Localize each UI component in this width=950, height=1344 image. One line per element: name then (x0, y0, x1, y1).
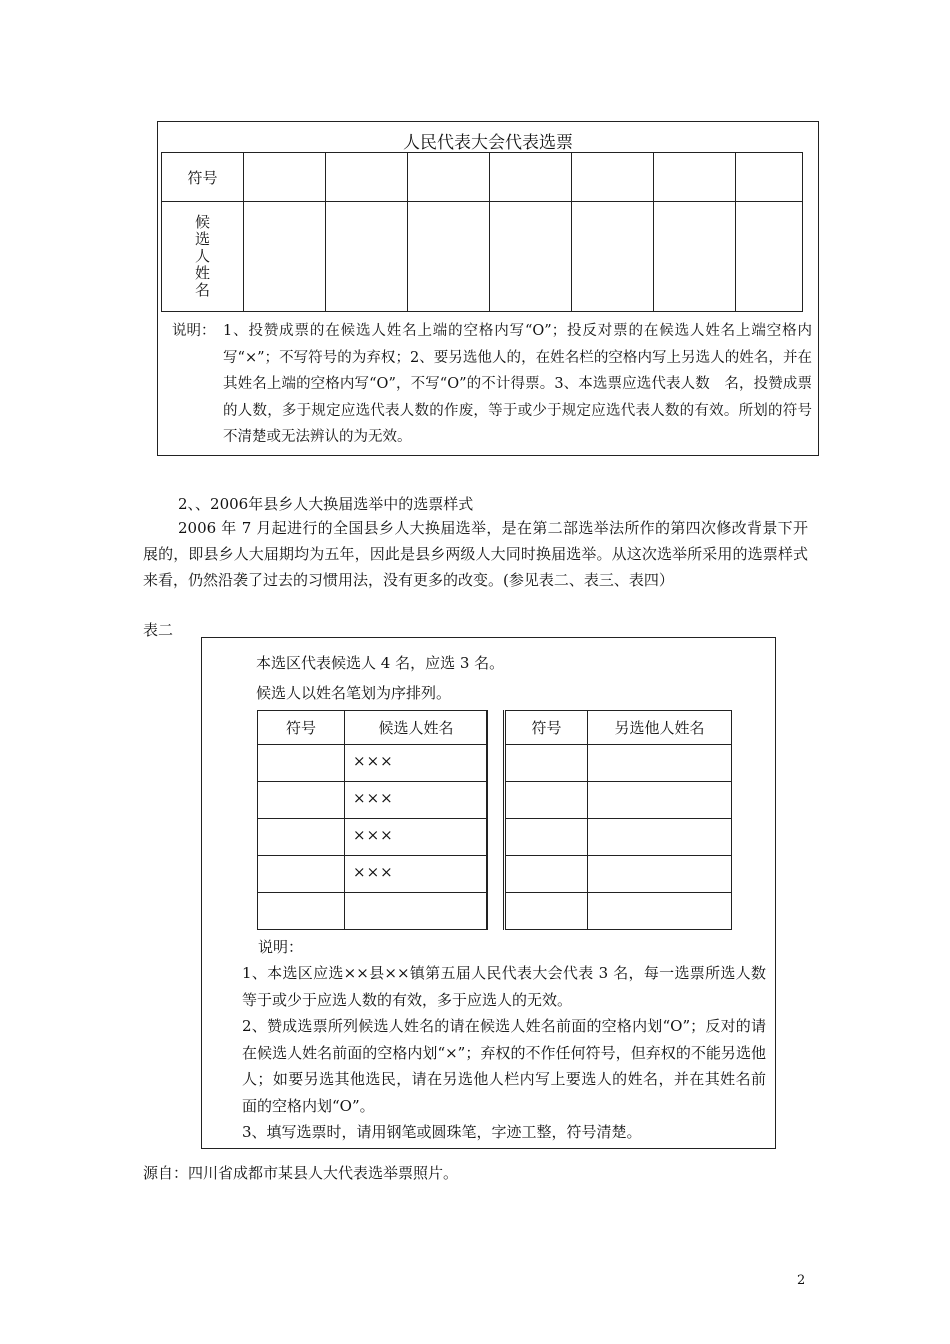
ballot-grid (161, 152, 803, 312)
name-cell (326, 202, 408, 312)
symbol-cell (506, 782, 588, 819)
vertical-char: 人 (194, 247, 210, 265)
source-note: 源自：四川省成都市某县人大代表选举票照片。 (143, 1164, 459, 1182)
instruction-item: 3、填写选票时，请用钢笔或圆珠笔，字迹工整，符号清楚。 (242, 1123, 642, 1141)
symbol-cell (506, 745, 588, 782)
symbol-header: 符号 (258, 711, 345, 745)
candidate-name: ××× (353, 789, 394, 807)
table-row (506, 856, 732, 893)
symbol-cell (506, 819, 588, 856)
candidate-name: ××× (353, 863, 394, 881)
candidate-cell (345, 782, 488, 819)
vertical-char: 名 (194, 281, 210, 299)
candidate-name-header: 候选人姓名 (345, 711, 488, 745)
section-paragraph: 2006 年 7 月起进行的全国县乡人大换届选举，是在第二部选举法所作的第四次修改背景下开展的，即县乡人大届期均为五年，因此是县乡两级人大同时换届选举。从这次选举所采用的选票样式来看，仍然沿袭了过去的习惯用法，没有更多的改变。(参见表二、表三、表四） (143, 519, 808, 589)
table-row (258, 745, 488, 782)
candidate-name (345, 893, 487, 900)
write-in-cell (588, 856, 732, 893)
ballot-order-line: 候选人以姓名笔划为序排列。 (256, 684, 452, 702)
symbol-cell (490, 153, 572, 202)
symbol-cell (258, 745, 345, 782)
symbol-cell (258, 893, 345, 930)
symbol-header: 符号 (506, 711, 588, 745)
table-row (258, 893, 488, 930)
symbol-cell (326, 153, 408, 202)
symbol-cell (506, 893, 588, 930)
ballot-form-1 (157, 121, 819, 456)
ballot-form-2 (201, 637, 776, 1149)
write-in-cell (588, 819, 732, 856)
write-in-cell (588, 745, 732, 782)
ballot-title: 人民代表大会代表选票 (403, 133, 573, 153)
symbol-header: 符号 (162, 153, 244, 202)
symbol-cell (258, 782, 345, 819)
ballot-instructions (172, 318, 812, 451)
write-in-header: 另选他人姓名 (588, 711, 732, 745)
instruction-item: 1、本选区应选××县××镇第五届人民代表大会代表 3 名，每一选票所选人数等于或少于应选人数的有效，多于应选人的无效。 (242, 964, 766, 1009)
write-in-table (505, 710, 732, 930)
candidate-cell (345, 856, 488, 893)
candidate-cell (345, 745, 488, 782)
instructions-label: 说明： (172, 323, 216, 339)
candidate-cell (345, 819, 488, 856)
vertical-char: 姓 (194, 264, 210, 282)
ballot-info-line: 本选区代表候选人 4 名，应选 3 名。 (256, 654, 505, 672)
table-row (258, 856, 488, 893)
table-row (506, 782, 732, 819)
table-divider (486, 710, 504, 930)
instructions-text: 1、投赞成票的在候选人姓名上端的空格内写“O”；投反对票的在候选人姓名上端空格内写“×”；不写符号的为弃权；2、要另选他人的，在姓名栏的空格内写上另选人的姓名，并在其姓名上端的空格内写“O”，不写“O”的不计得票。3、本选票应选代表人数 名，投赞成票的人数，多于规定应选代表人数的作废，等于或少于规定应选代表人数的有效。所划的符号不清楚或无法辨认的为无效。 (223, 323, 812, 445)
table-row (506, 893, 732, 930)
write-in-cell (588, 893, 732, 930)
symbol-cell (736, 153, 803, 202)
symbol-cell (506, 856, 588, 893)
instructions-label: 说明： (258, 938, 304, 956)
table-row (258, 819, 488, 856)
candidate-name-header (162, 202, 244, 312)
vertical-char: 选 (194, 230, 210, 248)
table-row (506, 745, 732, 782)
name-cell (736, 202, 803, 312)
name-cell (408, 202, 490, 312)
candidate-name: ××× (353, 826, 394, 844)
symbol-cell (258, 856, 345, 893)
symbol-cell (244, 153, 326, 202)
vertical-char: 候 (194, 213, 210, 231)
name-cell (654, 202, 736, 312)
table-row (258, 782, 488, 819)
section-heading: 2、、2006年县乡人大换届选举中的选票样式 (178, 495, 474, 513)
candidate-name: ××× (353, 752, 394, 770)
symbol-cell (654, 153, 736, 202)
candidate-cell (345, 893, 488, 930)
table-label: 表二 (143, 621, 174, 639)
write-in-cell (588, 782, 732, 819)
name-cell (490, 202, 572, 312)
ballot-instructions (242, 960, 766, 1146)
table-row (506, 819, 732, 856)
instruction-item: 2、赞成选票所列候选人姓名的请在候选人姓名前面的空格内划“O”；反对的请在候选人姓名前面的空格内划“×”；弃权的不作任何符号，但弃权的不能另选他人；如要另选其他选民，请在另选他人栏内写上要选人的姓名，并在其姓名前面的空格内划“O”。 (242, 1017, 766, 1115)
page-number: 2 (797, 1273, 806, 1288)
name-cell (244, 202, 326, 312)
symbol-cell (572, 153, 654, 202)
symbol-cell (258, 819, 345, 856)
name-cell (572, 202, 654, 312)
symbol-cell (408, 153, 490, 202)
candidate-table (257, 710, 488, 930)
